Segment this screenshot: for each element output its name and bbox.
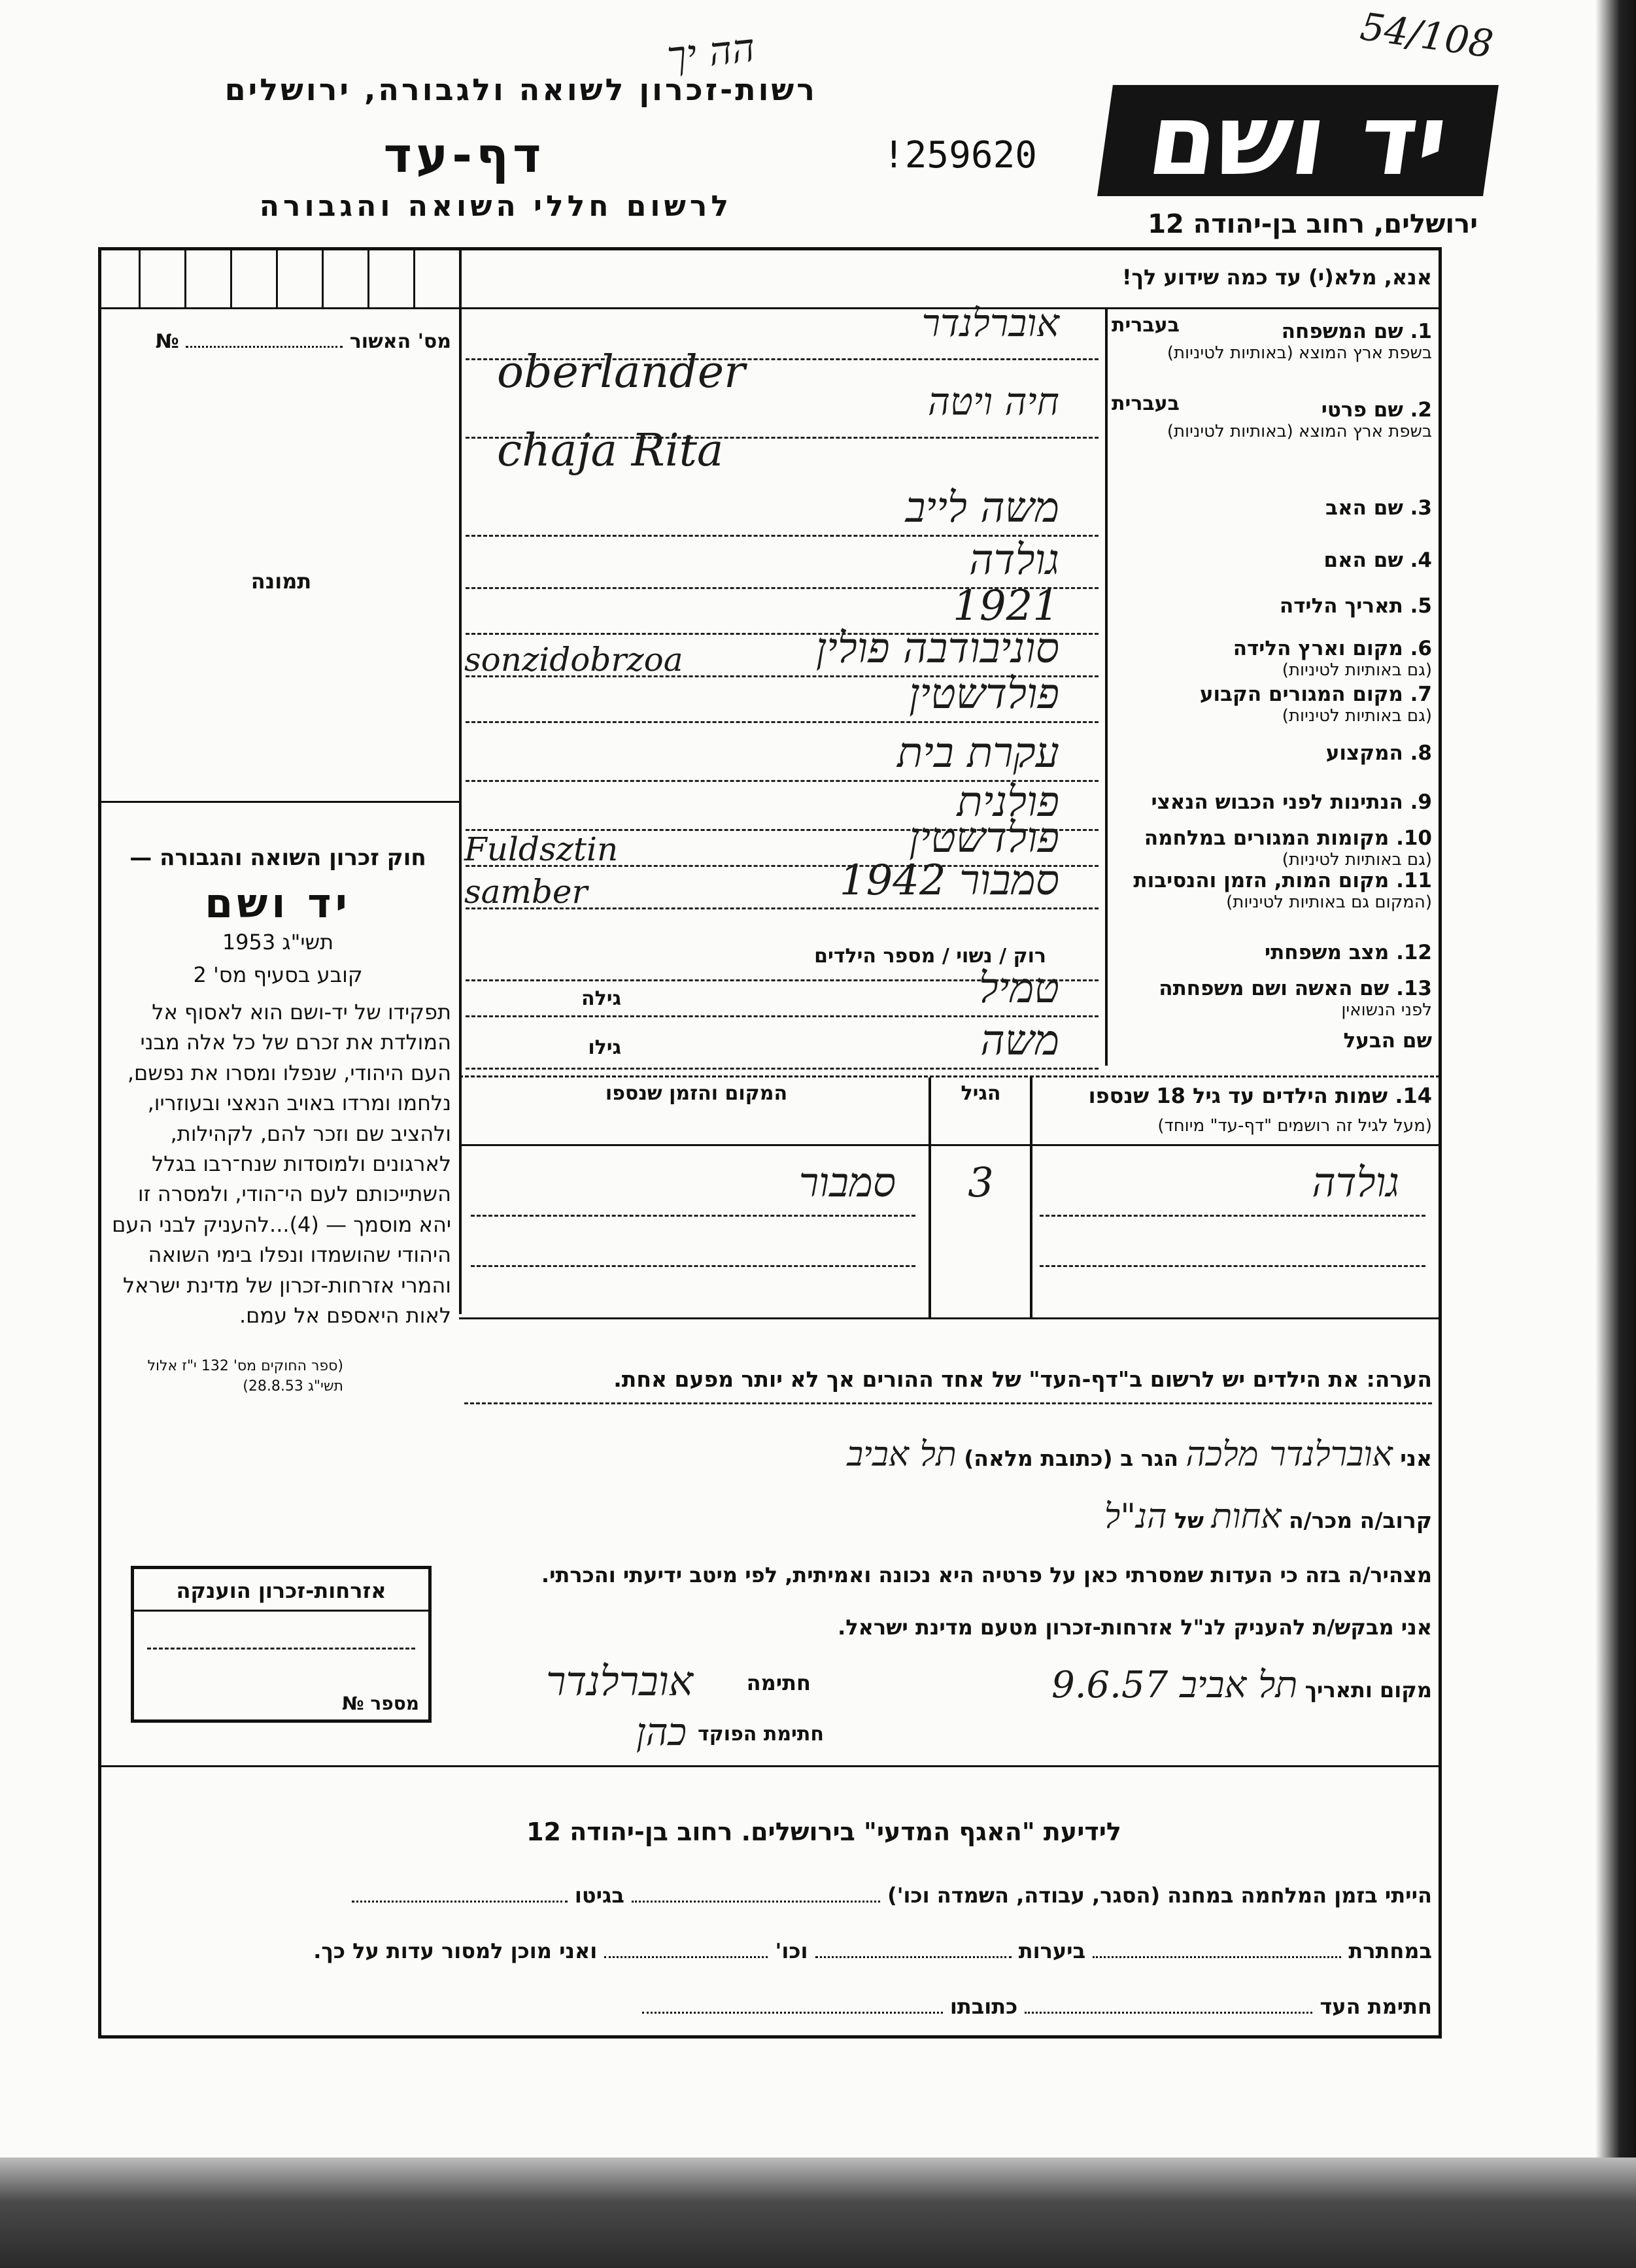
field-sublabel: (גם באותיות לטיניות) — [1282, 705, 1432, 726]
field-value: סוניבודבה פולין — [815, 624, 1059, 673]
organization-name: רשות-זכרון לשואה ולגבורה, ירושלים — [224, 72, 817, 107]
citizenship-box-title: אזרחות-זכרון הוענקה — [176, 1578, 386, 1603]
field-value-hebrew: אוברלנדר — [921, 301, 1059, 345]
photo-label: תמונה — [250, 569, 312, 594]
field-number: 2. — [1410, 398, 1432, 422]
citizenship-box-number: מספר № — [341, 1693, 419, 1714]
field-label — [1112, 1030, 1432, 1053]
field-label — [1112, 497, 1432, 520]
document-subtitle: לרשום חללי השואה והגבורה — [259, 190, 732, 223]
child-line — [471, 1215, 915, 1217]
field-number: 1. — [1410, 320, 1432, 343]
children-age-header: הגיל — [961, 1082, 1001, 1105]
field-value-hebrew: חיה ויטה — [927, 379, 1059, 424]
field-label — [1112, 791, 1432, 815]
field-underline — [466, 437, 1099, 439]
yad-vashem-logo: יד ושם — [1097, 85, 1499, 196]
field-number: 12. — [1396, 941, 1432, 964]
law-name: יד ושם — [205, 879, 351, 927]
citizenship-box — [131, 1566, 432, 1723]
field-value: עקרת בית — [897, 729, 1059, 777]
children-col-divider-1 — [929, 1077, 931, 1319]
field-underline — [466, 721, 1099, 723]
field-number: 3. — [1410, 496, 1432, 520]
law-text: תפקידו של יד-ושם הוא לאסוף אל המולדת את זכרם של כל אלה מבני העם היהודי, שנפלו ומסרו את נפשם, נלחמו ומרדו באויב הנאצי ובעוזריו, ולהציב שם וזכר להם, לקהילות, לארגונים ולמוסדות שנח־רבו בגלל השתייכותם לעם הי־הודי, ולמסרה זו יהא מוסמך — (4)...להעניק לבני העם היהודי שהושמדו ונפלו בימי השואה והמרי אזרחות-זכרון של מדינת ישראל לאות היאספם אל עמם. — [112, 1000, 451, 1328]
registration-number-label: מס' האשור № — [155, 330, 451, 353]
field-underline — [466, 907, 1099, 909]
field-value: 1921 — [953, 582, 1059, 630]
child-line — [1040, 1265, 1425, 1267]
husband-age-label: גילו — [588, 1036, 621, 1059]
field-sublabel: (המקום גם באותיות לטיניות) — [1226, 892, 1432, 912]
declarant-signature: אוברלנדר — [545, 1657, 693, 1705]
field-language-tag: בעברית — [1112, 314, 1180, 337]
field-label-text: תאריך הלידה — [1279, 594, 1403, 618]
field-label — [1112, 870, 1432, 913]
field-value: סמבור 1942 — [839, 856, 1059, 905]
field-label — [1112, 827, 1432, 870]
header-address: ירושלים, רחוב בן-יהודה 12 — [1148, 209, 1478, 239]
tick-boxes — [99, 250, 459, 309]
field-label — [1112, 977, 1432, 1021]
child-name: גולדה — [1312, 1159, 1399, 1206]
scan-bottom-shadow — [0, 2158, 1636, 2268]
note-rule — [464, 1402, 1432, 1404]
children-bottom-rule — [459, 1317, 1440, 1319]
field-underline — [466, 358, 1099, 360]
field-number: 9. — [1410, 790, 1432, 814]
field-label-text: שם האם — [1323, 549, 1403, 572]
children-col-divider-2 — [1030, 1077, 1032, 1319]
field-label-text: שם פרטי — [1321, 398, 1403, 422]
field-label-text: מקום המגורים הקבוע — [1199, 683, 1403, 706]
field-value: פולנית — [957, 778, 1059, 826]
field-value: פולדשטין — [909, 670, 1059, 719]
footer-rule — [99, 1765, 1440, 1767]
child-place: סמבור — [798, 1159, 896, 1206]
declarant-line: אני אוברלנדר מלכה הגר ב (כתובת מלאה) תל אביב — [847, 1435, 1432, 1474]
document-title: דף-עד — [383, 127, 545, 184]
children-top-rule — [459, 1075, 1440, 1079]
field-label — [1112, 549, 1432, 573]
declaration-text: מצהיר/ה בזה כי העדות שמסרתי כאן על פרטיה היא נכונה ואמיתית, לפי מיטב ידיעתי והכרתי. — [541, 1563, 1432, 1587]
footer-title: לידיעת "האגף המדעי" בירושלים. רחוב בן-יהודה 12 — [526, 1818, 1121, 1846]
field-label-text: המקצוע — [1325, 741, 1403, 765]
footer-line-1: הייתי בזמן המלחמה במחנה (הסגר, עבודה, השמדה וכו') בגיטו — [111, 1883, 1432, 1908]
field-number: 10. — [1396, 826, 1432, 850]
field-value-latin: oberlander — [497, 347, 745, 398]
field-number: 4. — [1410, 549, 1432, 572]
field-value-latin: samber — [464, 873, 588, 911]
law-clause: קובע בסעיף מס' 2 — [193, 962, 363, 987]
field-value: משה לייב — [905, 484, 1059, 532]
wife-age-label: גילה — [581, 987, 621, 1010]
field-label-text: שם האשה ושם משפחתה — [1159, 977, 1389, 1000]
law-year: תשי"ג 1953 — [222, 930, 334, 955]
law-title: חוק זכרון השואה והגבורה — — [129, 845, 426, 871]
field-value-latin: chaja Rita — [497, 425, 724, 477]
photo-box-bottom — [99, 801, 459, 803]
field-sublabel: בשפת ארץ המוצא (באותיות לטיניות) — [1167, 421, 1432, 441]
place-date-line: מקום ותאריך תל אביב 9.6.57 — [1051, 1664, 1432, 1706]
top-handwritten-note: הה יך — [664, 25, 757, 80]
field-label-text: הנתינות לפני הכבוש הנאצי — [1151, 790, 1403, 814]
field-label — [1112, 742, 1432, 766]
children-note: הערה: את הילדים יש לרשום ב"דף-העד" של אחד ההורים אך לא יותר מפעם אחת. — [613, 1366, 1432, 1392]
field-sublabel: לפני הנשואין — [1341, 1000, 1432, 1020]
field-number: 6. — [1410, 637, 1432, 660]
signature-label: חתימה — [746, 1670, 811, 1695]
child-age: 3 — [968, 1159, 994, 1206]
scan-edge-shadow — [1595, 0, 1636, 2268]
relation-line: קרוב/ה מכר/ה אחות של הנ"ל — [1104, 1497, 1432, 1536]
field-value-latin: Fuldsztin — [464, 830, 619, 868]
field-number: 11. — [1396, 869, 1432, 892]
serial-number: !259620 — [883, 134, 1038, 177]
field-number: 13. — [1396, 977, 1432, 1000]
field-label — [1112, 683, 1432, 726]
children-label: 14. שמות הילדים עד גיל 18 שנספו (מעל לגיל זה רושמים "דף-עד" מיוחד) — [1088, 1083, 1432, 1136]
field-number: 7. — [1410, 683, 1432, 706]
field-label-text: מקום וארץ הלידה — [1233, 637, 1403, 660]
field-value: טמיל — [978, 964, 1059, 1013]
field-number: 5. — [1410, 594, 1432, 618]
field-label — [1112, 637, 1432, 681]
corner-handwritten-number: 54/108 — [1357, 4, 1496, 67]
field-sublabel: בשפת ארץ המוצא (באותיות לטיניות) — [1167, 343, 1432, 363]
field-label-text: שם המשפחה — [1281, 320, 1403, 343]
footer-line-3: חתימת העד כתובתו — [111, 1994, 1432, 2019]
child-line — [1040, 1215, 1425, 1217]
children-header-rule — [459, 1144, 1440, 1146]
field-sublabel: (גם באותיות לטיניות) — [1282, 660, 1432, 680]
children-place-header: המקום והזמן שנספו — [605, 1082, 788, 1105]
law-reference: (ספר החוקים מס' 132 י"ז אלול תשי"ג 28.8.53) — [147, 1358, 343, 1395]
field-label-text: מקום המות, הזמן והנסיבות — [1133, 869, 1389, 892]
field-label-text: שם האב — [1325, 496, 1403, 520]
field-label-text: שם הבעל — [1343, 1029, 1432, 1053]
field-value: גולדה — [969, 536, 1059, 584]
field-value: משה — [980, 1017, 1059, 1065]
field-value: פולדשטין — [909, 814, 1059, 862]
officer-signature: כהן — [636, 1710, 687, 1754]
field-underline — [466, 1068, 1099, 1070]
field-label — [1112, 941, 1432, 965]
citizenship-request: אני מבקש/ת להעניק לנ"ל אזרחות-זכרון מטעם מדינת ישראל. — [838, 1615, 1432, 1640]
field-language-tag: בעברית — [1112, 392, 1180, 415]
field-sublabel: (גם באותיות לטיניות) — [1282, 849, 1432, 870]
field-number: 8. — [1410, 741, 1432, 765]
label-divider — [1105, 307, 1108, 1066]
officer-signature-label: חתימת הפוקד — [698, 1723, 824, 1746]
field-label-text: מצב משפחתי — [1264, 941, 1389, 964]
intro-text: אנא, מלא(י) עד כמה שידוע לך! — [1121, 265, 1432, 290]
sidebar-divider — [459, 248, 462, 1314]
field-label — [1112, 595, 1432, 618]
field-value-latin: sonzidobrzoa — [464, 641, 683, 679]
footer-line-2: במחתרת ביערות וכו' ואני מוכן למסור עדות על כך. — [313, 1938, 1432, 1963]
marital-options: רוק / נשוי / מספר הילדים — [814, 945, 1046, 968]
child-line — [471, 1265, 915, 1267]
field-label-text: מקומות המגורים במלחמה — [1144, 826, 1389, 850]
